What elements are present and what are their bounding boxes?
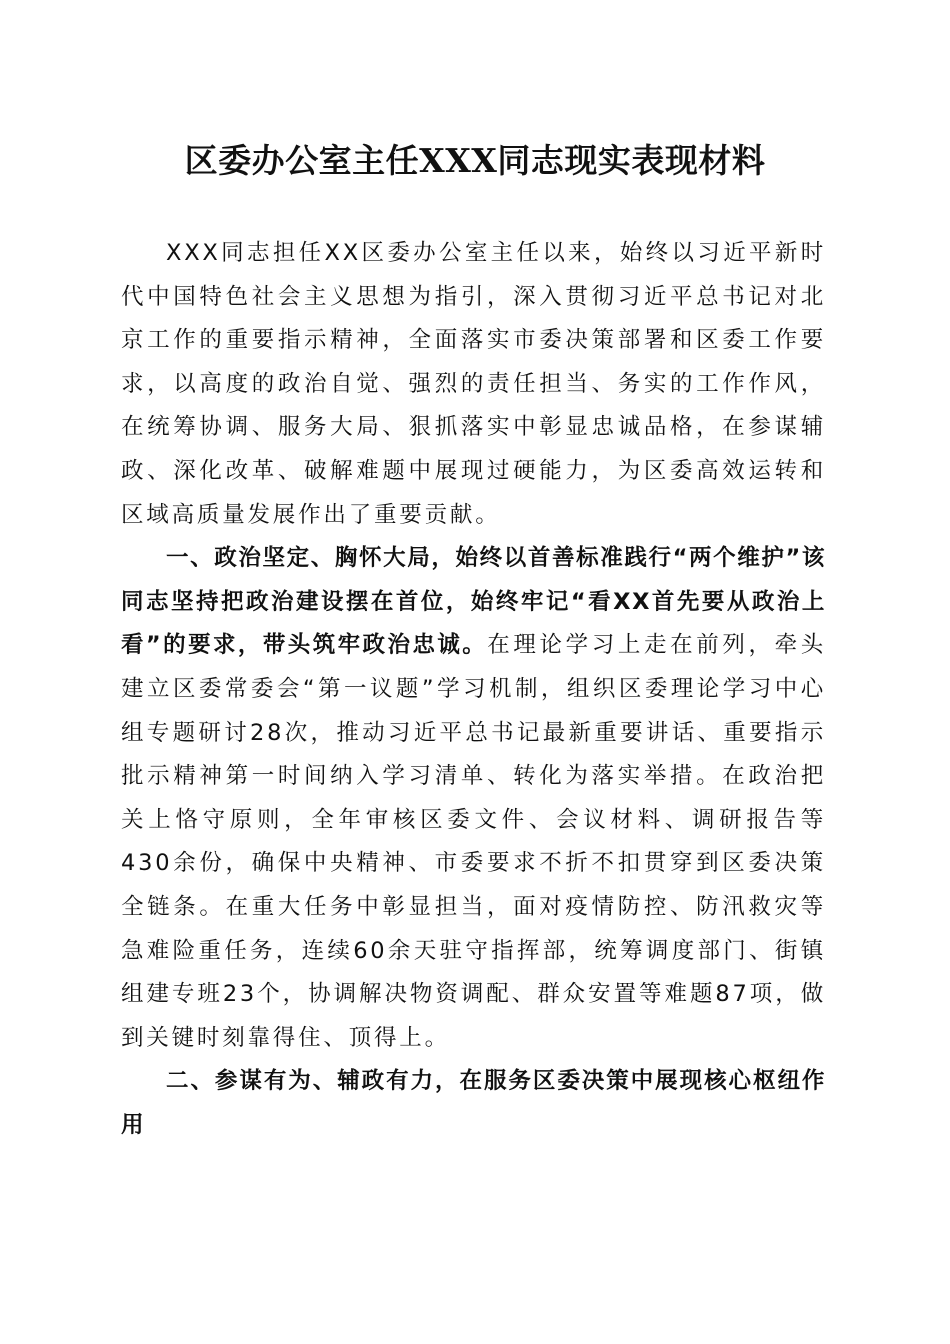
section-2-heading: 二、参谋有为、辅政有力，在服务区委决策中展现核心枢纽作用 — [121, 1068, 826, 1138]
section-1-heading: 一、政治坚定、胸怀大局，始终以首善标准践行“两个维护”该同志坚持把政治建设摆在首位，始终牢记“看XX首先要从政治上看”的要求，带头筑牢政治忠诚。 — [121, 545, 826, 659]
section-1-body: 在理论学习上走在前列，牵头建立区委常委会“第一议题”学习机制，组织区委理论学习中心组专题研讨28次，推动习近平总书记最新重要讲话、重要指示批示精神第一时间纳入学习清单、转化为落实举措。在政治把关上恪守原则，全年审核区委文件、会议材料、调研报告等430余份，确保中央精神、市委要求不折不扣贯穿到区委决策全链条。在重大任务中彰显担当，面对疫情防控、防汛救灾等急难险重任务，连续60余天驻守指挥部，统筹调度部门、街镇组建专班23个，协调解决物资调配、群众安置等难题87项，做到关键时刻靠得住、顶得上。 — [121, 632, 826, 1051]
section-1-paragraph — [121, 537, 826, 1060]
document-body — [121, 232, 826, 1147]
document-title: 区委办公室主任XXX同志现实表现材料 — [184, 141, 766, 180]
intro-paragraph: XXX同志担任XX区委办公室主任以来，始终以习近平新时代中国特色社会主义思想为指引，深入贯彻习近平总书记对北京工作的重要指示精神，全面落实市委决策部署和区委工作要求，以高度的政治自觉、强烈的责任担当、务实的工作作风，在统筹协调、服务大局、狠抓落实中彰显忠诚品格，在参谋辅政、深化改革、破解难题中展现过硬能力，为区委高效运转和区域高质量发展作出了重要贡献。 — [121, 240, 826, 528]
